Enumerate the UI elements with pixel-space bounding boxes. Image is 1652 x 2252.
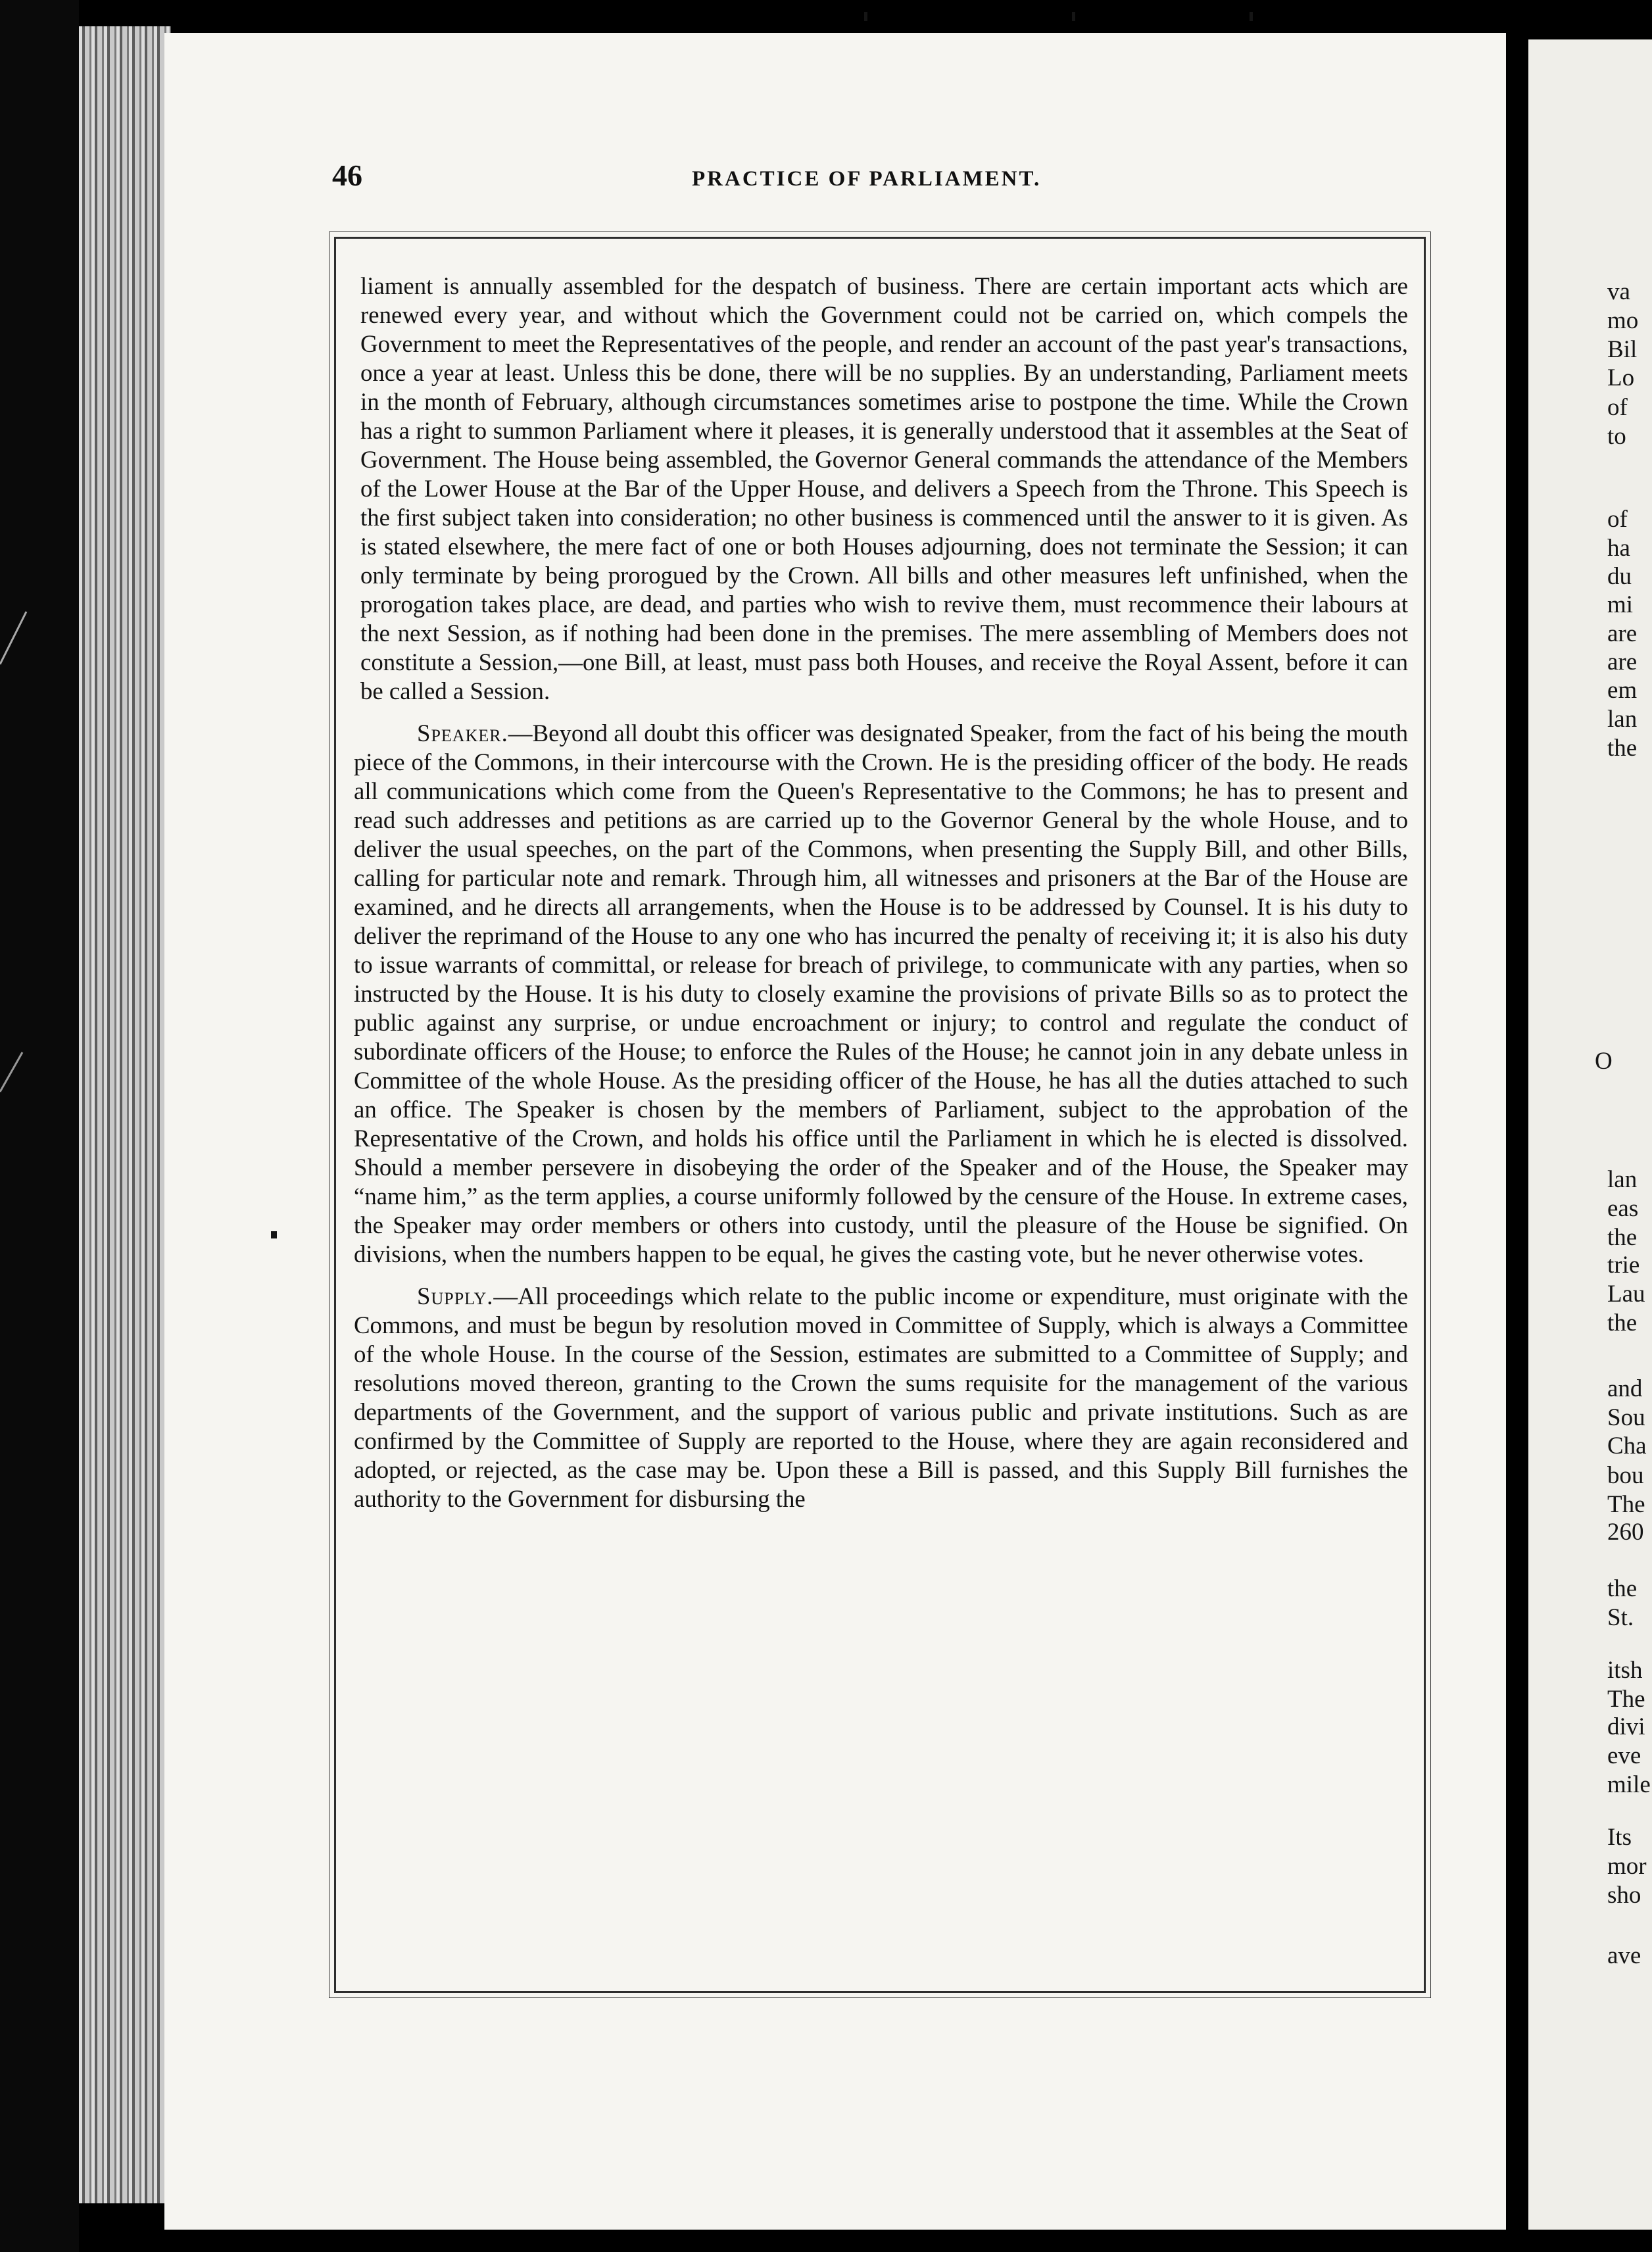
facing-page-line: of [1607,506,1628,533]
facing-page-line: itsh [1607,1657,1643,1684]
page-number: 46 [332,159,362,192]
facing-page-line: mor [1607,1853,1647,1880]
facing-page-line: and [1607,1375,1643,1402]
facing-page-line: are [1607,649,1638,675]
facing-page-line: divi [1607,1713,1645,1740]
crop-mark [1072,12,1075,21]
supply-heading: Supply. [417,1283,494,1310]
facing-page-line: Its [1607,1824,1632,1851]
facing-page-line: Lau [1607,1281,1645,1308]
facing-page-line: The [1607,1686,1645,1713]
facing-page-line: ave [1607,1942,1641,1969]
facing-page-line: 260 [1607,1519,1644,1546]
paragraph-intro: liament is annually assembled for the despatch of business. There are certain important acts which are renewed every year, and without which the Government could not be carried on, which compels the Government to meet the Representatives of the people, and render an account of the past year's transactions, once a year at least. Unless this be done, there will be no supplies. By an understanding, Parliament meets in the month of February, although circumstances sometimes arise to postpone the time. While the Crown has a right to summon Parliament where it pleases, it is generally understood that it assembles at the Seat of Government. The House being assembled, the Governor General commands the attendance of the Members of the Lower House at the Bar of the Upper House, and delivers a Speech from the Throne. This Speech is the first subject taken into consideration; no other business is commenced until the answer to it is given. As is stated elsewhere, the mere fact of one or both Houses adjourning, does not terminate the Session; it can only terminate by being prorogued by the Crown. All bills and other measures left unfinished, when the prorogation takes place, are dead, and parties who wish to revive them, must recommence their labours at the next Session, as if nothing had been done in the premises. The mere assembling of Members does not constitute a Session,—one Bill, at least, must pass both Houses, and receive the Royal Assent, before it can be called a Session. [360,272,1408,704]
facing-page-line: mi [1607,591,1634,618]
facing-page-line: em [1607,677,1638,704]
text-frame [334,237,1426,1993]
speaker-text: —Beyond all doubt this officer was designated Speaker, from the fact of his being the mouth piece of the Commons, in their intercourse with the Crown. He is the presiding officer of the body. He reads all communications which come from the Queen's Representative to the Commons; he has to present and read such addresses and petitions as are carried up to the Governor General by the whole House, and to deliver the usual speeches, on the part of the Commons, when presenting the Supply Bill, and other Bills, calling for particular note and remark. Through him, all witnesses and prisoners at the Bar of the House are examined, and he directs all arrangements, when the House is to be addressed by Counsel. It is his duty to deliver the reprimand of the House to any one who has incurred the penalty of receiving it; it is also his duty to issue warrants of committal, or release for breach of privilege, to communicate with any parties, when so instructed by the House. It is his duty to closely examine the provisions of private Bills so as to protect the public against any surprise, or undue encroachment or injury; to control and regulate the conduct of subordinate officers of the House; to enforce the Rules of the House; he cannot join in any debate unless in Committee of the whole House. As the presiding officer of the House, he has all the duties attached to such an office. The Speaker is chosen by the members of Parliament, subject to the approbation of the Representative of the Crown, and holds his office until the Parliament in which he is elected is dissolved. Should a member persevere in disobeying the order of the Speaker and of the House, the Speaker may “name him,” as the term applies, a course uniformly followed by the censure of the House. In extreme cases, the Speaker may order members or others into custody, until the pleasure of the House be signified. On divisions, when the numbers happen to be equal, he gives the casting vote, but he never otherwise votes. [354,720,1408,1267]
facing-page-line: Sou [1607,1404,1645,1431]
facing-page-line: are [1607,620,1638,647]
facing-page-line: bou [1607,1462,1644,1489]
supply-text: —All proceedings which relate to the public income or expenditure, must originate with the Commons, and must be begun by resolution moved in Committee of Supply, which is always a Committee of the whole House. In the course of the Session, estimates are submitted to a Committee of Supply; and resolutions moved thereon, granting to the Crown the sums requisite for the management of the various departments of the Government, and the support of various public and private institutions. Such as are confirmed by the Committee of Supply are reported to the House, where they are again reconsidered and adopted, or rejected, as the case may be. Upon these a Bill is passed, and this Supply Bill furnishes the authority to the Government for disbursing the [354,1283,1408,1512]
page-edge-stack [79,26,171,2203]
facing-page-line: O [1595,1048,1613,1075]
facing-page-line: the [1607,1575,1638,1602]
paragraph-speaker [354,719,1408,1269]
facing-page-line: mo [1607,307,1639,334]
facing-page-line: lan [1607,706,1638,733]
facing-page-line: du [1607,563,1632,590]
facing-page-line: Lo [1607,364,1635,391]
facing-page-line: sho [1607,1882,1641,1909]
crop-mark [864,12,867,21]
running-head: PRACTICE OF PARLIAMENT. [692,167,1042,191]
facing-page-line: mile [1607,1771,1651,1798]
facing-page-line: trie [1607,1252,1640,1279]
facing-page-line: the [1607,1224,1638,1251]
speaker-heading: Speaker. [417,720,508,747]
facing-page-line: va [1607,278,1630,305]
facing-page-line: Cha [1607,1432,1647,1459]
facing-page-line: St. [1607,1604,1634,1631]
facing-page-line: ha [1607,535,1630,562]
paragraph-supply [354,1282,1408,1513]
facing-page-line: lan [1607,1166,1638,1193]
facing-page-line: of [1607,394,1628,421]
facing-page-line: to [1607,423,1626,450]
background-left-shadow [0,0,79,2252]
crop-mark [1250,12,1253,21]
facing-page-line: eas [1607,1195,1639,1222]
facing-page-line: the [1607,735,1638,762]
facing-page-line: Bil [1607,336,1638,363]
facing-page-line: eve [1607,1742,1641,1769]
facing-page-line: the [1607,1310,1638,1336]
margin-dot [271,1231,277,1238]
facing-page-line: The [1607,1491,1645,1518]
